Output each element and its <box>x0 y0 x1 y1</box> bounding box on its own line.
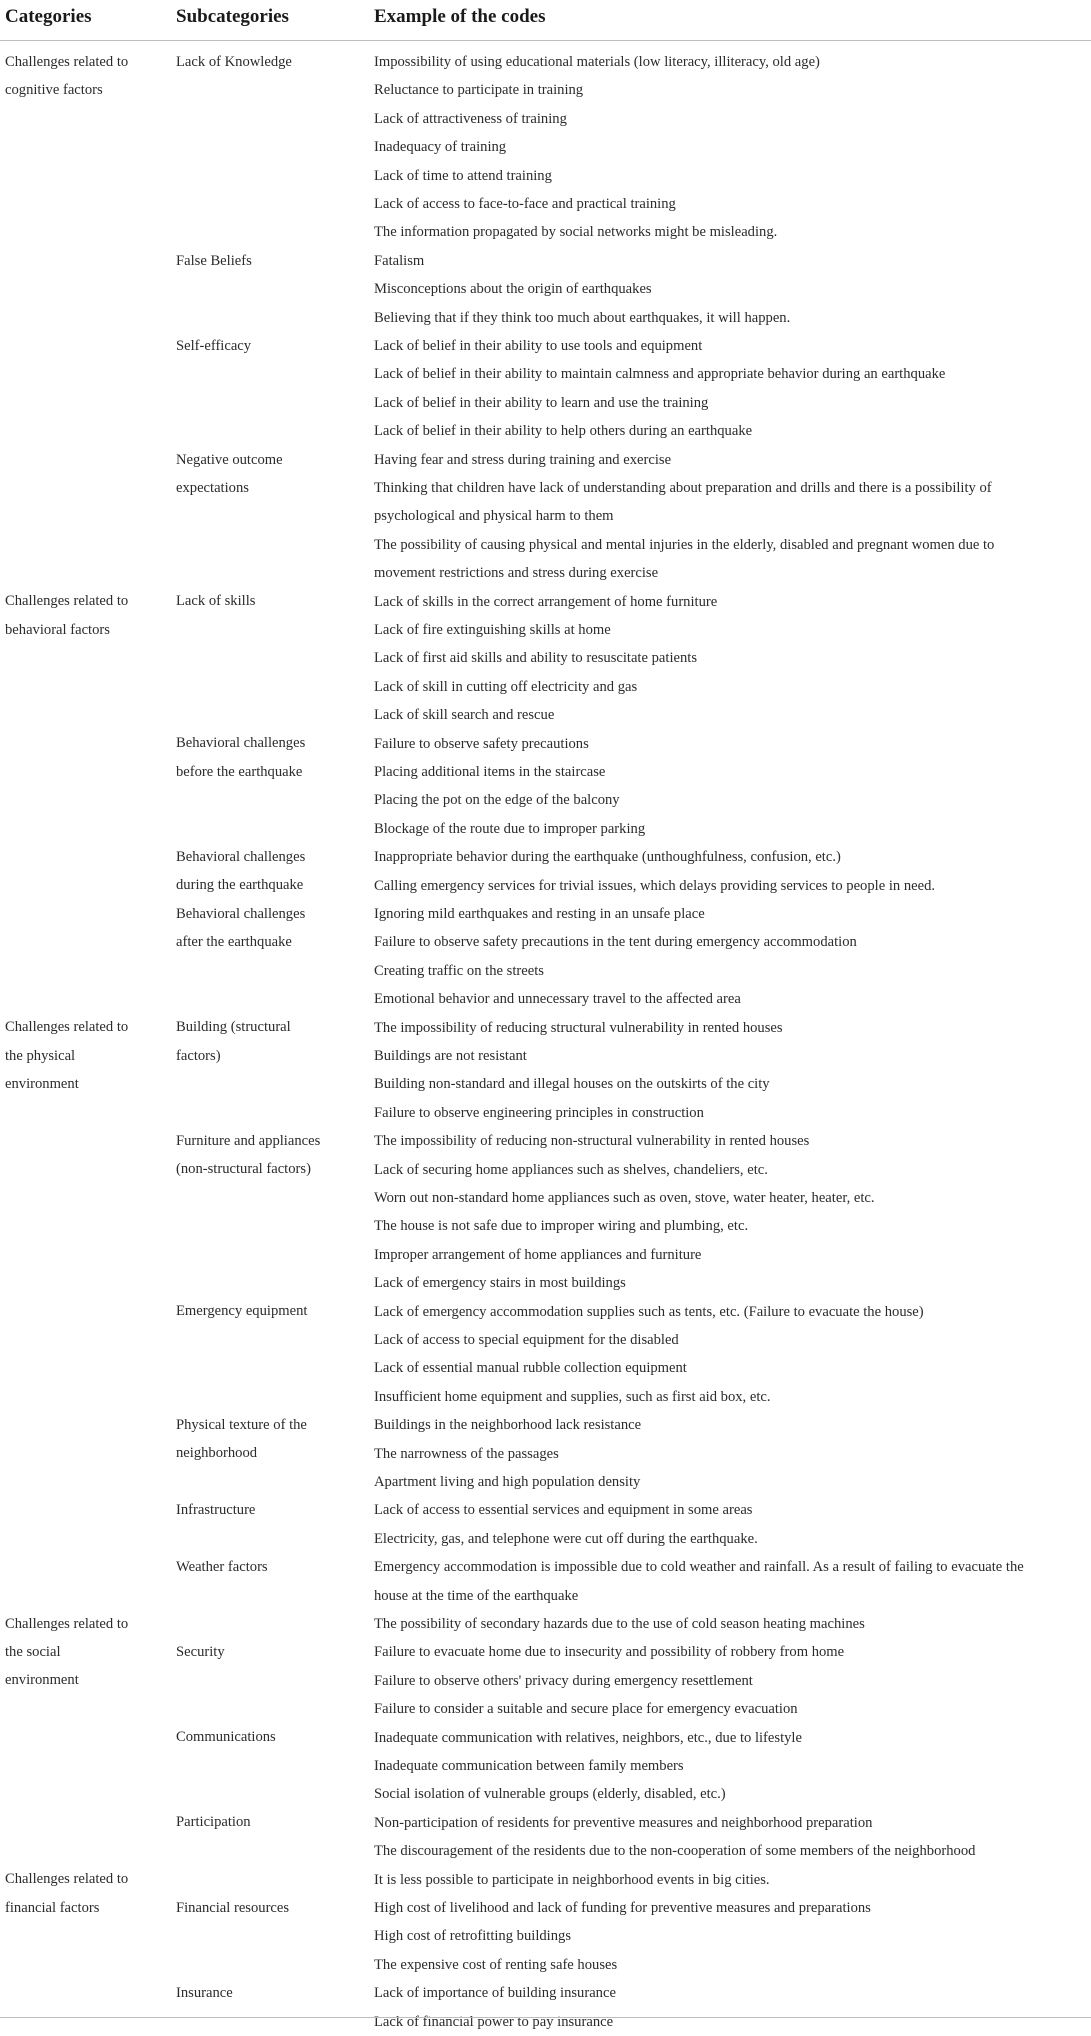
example-code-line: Inadequate communication between family members <box>374 1758 684 1774</box>
example-code-line: Lack of financial power to pay insurance <box>374 2013 614 2030</box>
example-code-line: Failure to evacuate home due to insecurity and possibility of robbery from home <box>374 1644 845 1661</box>
example-code-line: Impossibility of using educational materials (low literacy, illiteracy, old age) <box>374 54 820 70</box>
subcategory-cell: Weather factors <box>176 1558 268 1575</box>
subcategory-cell: Lack of Knowledge <box>176 54 292 70</box>
example-code-line: The possibility of causing physical and mental injuries in the elderly, disabled and pregnant women due to <box>374 536 995 553</box>
example-code-line: Placing the pot on the edge of the balcony <box>374 792 620 809</box>
example-code-line: Calling emergency services for trivial issues, which delays providing services to people in need. <box>374 877 936 894</box>
example-code-line: Lack of first aid skills and ability to resuscitate patients <box>374 650 698 667</box>
category-cell: environment <box>5 1076 79 1092</box>
example-code-line: Reluctance to participate in training <box>374 82 584 99</box>
example-code-line: Non-participation of residents for preventive measures and neighborhood preparation <box>374 1814 873 1831</box>
example-code-line: Worn out non-standard home appliances such as oven, stove, water heater, heater, etc. <box>374 1190 875 1206</box>
example-code-line: Failure to observe others' privacy during emergency resettlement <box>374 1672 753 1689</box>
category-cell: cognitive factors <box>5 82 103 99</box>
subcategory-cell: False Beliefs <box>176 252 252 269</box>
example-code-line: Lack of belief in their ability to help others during an earthquake <box>374 423 753 440</box>
example-code-line: Lack of essential manual rubble collection equipment <box>374 1360 687 1377</box>
category-cell: behavioral factors <box>5 621 110 638</box>
subcategory-cell: Furniture and appliances <box>176 1132 321 1149</box>
subcategory-cell: Building (structural <box>176 1019 291 1036</box>
example-code-line: Failure to observe safety precautions in the tent during emergency accommodation <box>374 934 857 951</box>
example-code-line: Failure to consider a suitable and secure place for emergency evacuation <box>374 1701 798 1718</box>
example-code-line: The impossibility of reducing non-structural vulnerability in rented houses <box>374 1133 810 1150</box>
example-code-line: Lack of access to face-to-face and practical training <box>374 196 676 212</box>
subcategory-cell: Self-efficacy <box>176 338 252 354</box>
example-code-line: house at the time of the earthquake <box>374 1587 579 1604</box>
example-code-line: psychological and physical harm to them <box>374 508 614 525</box>
example-code-line: Blockage of the route due to improper parking <box>374 820 646 837</box>
example-code-line: Building non-standard and illegal houses on the outskirts of the city <box>374 1076 770 1093</box>
category-cell: financial factors <box>5 1899 100 1916</box>
example-code-line: It is less possible to participate in neighborhood events in big cities. <box>374 1871 770 1888</box>
table-bottom-rule <box>0 2017 1091 2018</box>
category-cell: the physical <box>5 1047 76 1064</box>
example-code-line: Fatalism <box>374 252 425 269</box>
example-code-line: The narrowness of the passages <box>374 1445 559 1462</box>
subcategory-cell: Physical texture of the <box>176 1416 307 1433</box>
example-code-line: Inappropriate behavior during the earthquake (unthoughfulness, confusion, etc.) <box>374 849 841 866</box>
example-code-line: The impossibility of reducing structural vulnerability in rented houses <box>374 1019 783 1036</box>
example-code-line: Social isolation of vulnerable groups (elderly, disabled, etc.) <box>374 1786 726 1803</box>
subcategory-cell: during the earthquake <box>176 877 304 894</box>
example-code-line: The discouragement of the residents due to the non-cooperation of some members of the neighborhood <box>374 1843 976 1860</box>
example-code-line: Lack of belief in their ability to use tools and equipment <box>374 338 703 354</box>
example-code-line: Lack of importance of building insurance <box>374 1985 616 2002</box>
category-cell: Challenges related to <box>5 1615 129 1632</box>
subcategory-cell: Behavioral challenges <box>176 848 306 865</box>
example-code-line: Failure to observe engineering principles in construction <box>374 1104 704 1121</box>
subcategory-cell: neighborhood <box>176 1445 258 1462</box>
example-code-line: movement restrictions and stress during exercise <box>374 565 659 582</box>
example-code-line: The information propagated by social networks might be misleading. <box>374 224 778 241</box>
example-code-line: Emergency accommodation is impossible due to cold weather and rainfall. As a result of failing to evacuate the <box>374 1559 1024 1576</box>
example-code-line: Believing that if they think too much about earthquakes, it will happen. <box>374 309 791 326</box>
example-code-line: Having fear and stress during training and exercise <box>374 451 672 468</box>
example-code-line: Apartment living and high population density <box>374 1474 641 1490</box>
subcategory-cell: Insurance <box>176 1984 233 2001</box>
example-code-line: Electricity, gas, and telephone were cut off during the earthquake. <box>374 1530 758 1547</box>
category-cell: Challenges related to <box>5 593 129 610</box>
subcategory-cell: after the earthquake <box>176 934 292 950</box>
example-code-line: The possibility of secondary hazards due to the use of cold season heating machines <box>374 1616 865 1632</box>
example-code-line: Emotional behavior and unnecessary travel to the affected area <box>374 991 741 1008</box>
example-code-line: Lack of fire extinguishing skills at home <box>374 622 611 638</box>
subcategory-cell: (non-structural factors) <box>176 1161 311 1178</box>
example-code-line: Lack of belief in their ability to learn and use the training <box>374 394 709 411</box>
header-examples: Example of the codes <box>374 6 546 27</box>
header-categories: Categories <box>5 6 92 27</box>
example-code-line: Lack of securing home appliances such as shelves, chandeliers, etc. <box>374 1161 768 1178</box>
example-code-line: Creating traffic on the streets <box>374 962 544 979</box>
subcategory-cell: Communications <box>176 1729 276 1746</box>
example-code-line: Lack of access to essential services and equipment in some areas <box>374 1502 753 1519</box>
header-divider <box>0 40 1091 41</box>
example-code-line: Improper arrangement of home appliances and furniture <box>374 1246 702 1263</box>
example-code-line: Inadequate communication with relatives, neighbors, etc., due to lifestyle <box>374 1729 802 1746</box>
example-code-line: Buildings in the neighborhood lack resistance <box>374 1417 642 1434</box>
example-code-line: Lack of emergency accommodation supplies such as tents, etc. (Failure to evacuate the house) <box>374 1303 924 1320</box>
example-code-line: Inadequacy of training <box>374 139 507 156</box>
example-code-line: Lack of skill search and rescue <box>374 707 555 724</box>
category-cell: Challenges related to <box>5 54 129 70</box>
category-cell: Challenges related to <box>5 1871 129 1888</box>
subcategory-cell: Financial resources <box>176 1899 290 1916</box>
table-header <box>0 0 1091 40</box>
example-code-line: Lack of skills in the correct arrangement of home furniture <box>374 593 718 610</box>
example-code-line: The house is not safe due to improper wiring and plumbing, etc. <box>374 1218 749 1235</box>
example-code-line: Lack of skill in cutting off electricity and gas <box>374 678 638 695</box>
example-code-line: Lack of access to special equipment for the disabled <box>374 1332 679 1348</box>
subcategory-cell: Lack of skills <box>176 593 256 610</box>
category-cell: Challenges related to <box>5 1019 129 1036</box>
category-cell: the social <box>5 1644 61 1660</box>
subcategory-cell: Security <box>176 1644 225 1660</box>
example-code-line: Lack of belief in their ability to maintain calmness and appropriate behavior during an earthquake <box>374 366 946 383</box>
example-code-line: The expensive cost of renting safe houses <box>374 1956 618 1973</box>
subcategory-cell: expectations <box>176 480 249 496</box>
subcategory-cell: before the earthquake <box>176 763 303 780</box>
subcategory-cell: Emergency equipment <box>176 1303 308 1320</box>
subcategory-cell: Negative outcome <box>176 451 283 468</box>
subcategory-cell: factors) <box>176 1047 221 1064</box>
header-subcategories: Subcategories <box>176 6 289 27</box>
example-code-line: Lack of time to attend training <box>374 167 552 184</box>
example-code-line: Lack of attractiveness of training <box>374 110 567 127</box>
example-code-line: Insufficient home equipment and supplies, such as first aid box, etc. <box>374 1388 771 1405</box>
subcategory-cell: Participation <box>176 1814 251 1831</box>
example-code-line: High cost of livelihood and lack of funding for preventive measures and preparations <box>374 1900 871 1916</box>
example-code-line: Buildings are not resistant <box>374 1048 527 1064</box>
example-code-line: Placing additional items in the staircase <box>374 764 606 780</box>
example-code-line: Failure to observe safety precautions <box>374 735 589 752</box>
example-code-line: Thinking that children have lack of understanding about preparation and drills and there is a possibility of <box>374 480 992 496</box>
subcategory-cell: Behavioral challenges <box>176 905 306 922</box>
category-cell: environment <box>5 1672 79 1689</box>
example-code-line: Lack of emergency stairs in most buildings <box>374 1275 626 1292</box>
subcategory-cell: Infrastructure <box>176 1502 256 1518</box>
example-code-line: Misconceptions about the origin of earthquakes <box>374 281 652 298</box>
subcategory-cell: Behavioral challenges <box>176 735 306 752</box>
example-code-line: High cost of retrofitting buildings <box>374 1928 571 1945</box>
example-code-line: Ignoring mild earthquakes and resting in an unsafe place <box>374 906 705 922</box>
